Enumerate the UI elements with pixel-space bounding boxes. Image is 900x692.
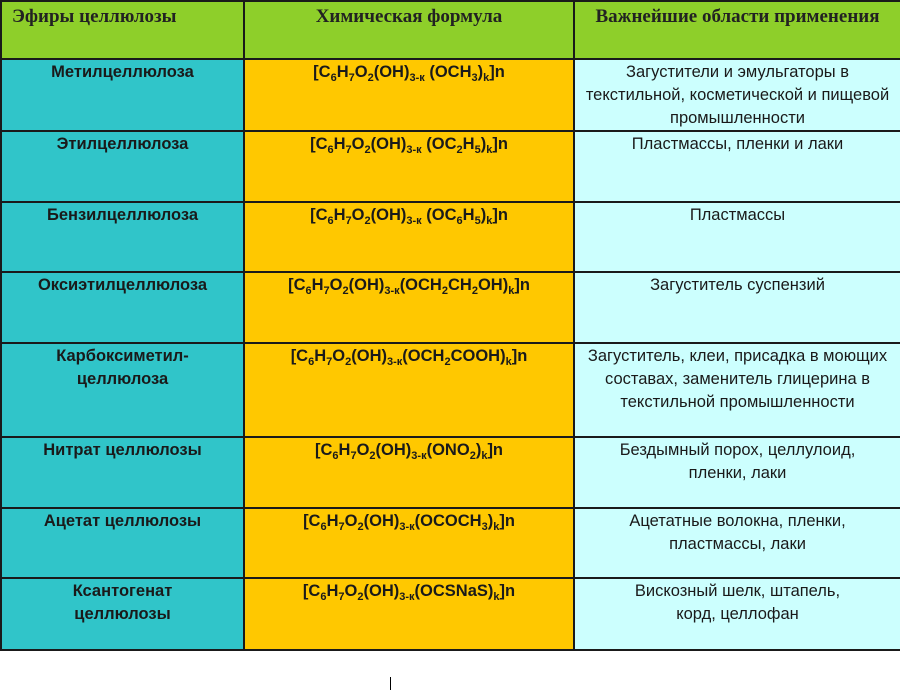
formula-text: ]n [492,135,508,153]
formula-subscript: k [493,591,500,603]
formula-subscript: k [483,72,490,84]
formula-subscript: 3-к [384,285,400,297]
formula-subscript: k [505,356,512,368]
table-row [1,131,900,202]
table-row [1,508,900,578]
formula-text: O [332,347,346,365]
formula-text: (OCSNaS) [414,582,494,600]
chemical-formula [244,59,574,131]
application-areas: Бездымный порох, целлулоид, пленки, лаки [574,437,900,508]
formula-text: (OH) [363,582,400,600]
formula-subscript: 6 [332,450,339,462]
formula-subscript: 6 [327,144,334,156]
formula-text: ) [480,206,487,224]
formula-text: H [462,206,475,224]
formula-subscript: 6 [320,591,327,603]
formula-text: H [326,512,339,530]
application-areas: Загуститель суспензий [574,272,900,343]
table-row [1,272,900,343]
ether-name: Метилцеллюлоза [1,59,244,131]
formula-text: H [338,441,351,459]
formula-subscript: 7 [338,521,345,533]
formula-text: [C [314,441,333,459]
formula-text: H [311,276,324,294]
formula-text: (OH) [363,512,400,530]
application-areas: Пластмассы [574,202,900,272]
formula-text: O [351,135,365,153]
ether-name: Бензилцеллюлоза [1,202,244,272]
formula-subscript: 3 [481,521,488,533]
formula-subscript: 5 [474,144,481,156]
formula-text: O [329,276,343,294]
formula-text: O [344,582,358,600]
formula-subscript: 2 [471,285,478,297]
formula-text: ]n [499,512,515,530]
formula-subscript: 2 [357,591,364,603]
formula-text: [C [313,63,331,81]
formula-text: O [344,512,358,530]
formula-text: ) [480,135,487,153]
formula-text: (OH) [370,206,407,224]
chemical-formula [244,343,574,437]
formula-text: OH) [477,276,509,294]
formula-subscript: 7 [338,591,345,603]
formula-subscript: 2 [345,356,352,368]
formula-text: (OH) [370,135,407,153]
formula-text: ) [475,441,482,459]
formula-subscript: 3-к [409,72,425,84]
application-areas: Ацетатные волокна, пленки, пластмассы, лаки [574,508,900,578]
table-row [1,343,900,437]
formula-subscript: 7 [345,144,352,156]
formula-text: ]n [489,63,505,81]
formula-subscript: 3-к [411,450,427,462]
formula-text: O [356,441,370,459]
formula-subscript: 2 [369,450,376,462]
formula-text: (OH) [373,63,410,81]
formula-subscript: 3 [471,72,478,84]
formula-subscript: k [493,521,500,533]
header-formula: Химическая формула [244,1,574,59]
formula-text: [C [302,582,321,600]
formula-subscript: k [486,144,493,156]
formula-text: CH [447,276,472,294]
formula-text: H [333,135,346,153]
formula-subscript: 2 [364,215,371,227]
formula-text: ) [477,63,484,81]
formula-subscript: 6 [330,72,337,84]
formula-text: [C [310,135,328,153]
table-row [1,578,900,650]
formula-text: H [336,63,349,81]
formula-subscript: 2 [357,521,364,533]
formula-text: [C [290,347,309,365]
formula-text: [C [310,206,328,224]
formula-text: ]n [514,276,530,294]
ether-name: Оксиэтилцеллюлоза [1,272,244,343]
application-areas: Пластмассы, пленки и лаки [574,131,900,202]
formula-subscript: 2 [469,450,476,462]
formula-subscript: 6 [308,356,315,368]
formula-text: (OH) [351,347,387,365]
application-areas: Вискозный шелк, штапель, корд, целлофан [574,578,900,650]
ether-name: Этилцеллюлоза [1,131,244,202]
formula-subscript: 7 [323,285,330,297]
formula-subscript: 7 [345,215,352,227]
formula-subscript: 3-к [399,521,415,533]
formula-text: (OC [421,206,457,224]
formula-text: (OCH [424,63,472,81]
table-row [1,59,900,131]
formula-text: [C [288,276,306,294]
formula-subscript: 3-к [406,144,422,156]
formula-text: ]n [487,441,504,459]
formula-text: O [351,206,365,224]
formula-text: H [462,135,475,153]
formula-subscript: 5 [474,215,481,227]
formula-subscript: 2 [367,72,374,84]
ether-name: Ксантогенат целлюлозы [1,578,244,650]
formula-subscript: 2 [456,144,463,156]
chemical-formula [244,437,574,508]
ether-name: Нитрат целлюлозы [1,437,244,508]
application-areas: Загустители и эмульгаторы в текстильной, косметической и пищевой промышленности [574,59,900,131]
formula-subscript: 6 [305,285,312,297]
header-ethers: Эфиры целлюлозы [1,1,244,59]
table-row [1,437,900,508]
formula-subscript: 7 [350,450,357,462]
header-applications: Важнейшие области применения [574,1,900,59]
formula-text: (OCH [399,276,442,294]
formula-text: (ONO [426,441,470,459]
formula-subscript: k [481,450,488,462]
ether-name: Ацетат целлюлозы [1,508,244,578]
formula-text: O [354,63,368,81]
ether-name: Карбоксиметил-целлюлоза [1,343,244,437]
formula-subscript: 2 [441,285,448,297]
chemical-formula [244,508,574,578]
formula-text: [C [303,512,321,530]
chemical-formula [244,272,574,343]
text-cursor [390,677,391,690]
formula-subscript: 3-к [387,356,403,368]
formula-subscript: 2 [444,356,451,368]
application-areas: Загуститель, клеи, присадка в моющих составах, заменитель глицерина в текстильной промышленности [574,343,900,437]
formula-text: ) [487,512,494,530]
formula-text: (OCOCH [414,512,482,530]
formula-text: H [314,347,327,365]
formula-subscript: k [508,285,515,297]
formula-text: H [333,206,346,224]
formula-subscript: 2 [364,144,371,156]
formula-text: ]n [492,206,508,224]
formula-text: (OH) [348,276,385,294]
formula-text: COOH) [450,347,506,365]
formula-subscript: 6 [320,521,327,533]
formula-subscript: 3-к [406,215,422,227]
formula-subscript: 7 [348,72,355,84]
table-row [1,202,900,272]
formula-subscript: 2 [342,285,349,297]
table-body [1,59,900,650]
formula-text: ]n [499,582,516,600]
chemical-formula [244,131,574,202]
chemical-formula [244,202,574,272]
formula-text: (OC [421,135,457,153]
formula-subscript: 6 [456,215,463,227]
chemical-formula [244,578,574,650]
formula-subscript: 6 [327,215,334,227]
formula-text: H [326,582,339,600]
formula-subscript: 3-к [399,591,415,603]
formula-text: (OCH [402,347,445,365]
formula-subscript: k [486,215,493,227]
formula-subscript: 7 [326,356,333,368]
formula-text: (OH) [375,441,412,459]
formula-text: ]n [511,347,528,365]
header-row [1,1,900,59]
